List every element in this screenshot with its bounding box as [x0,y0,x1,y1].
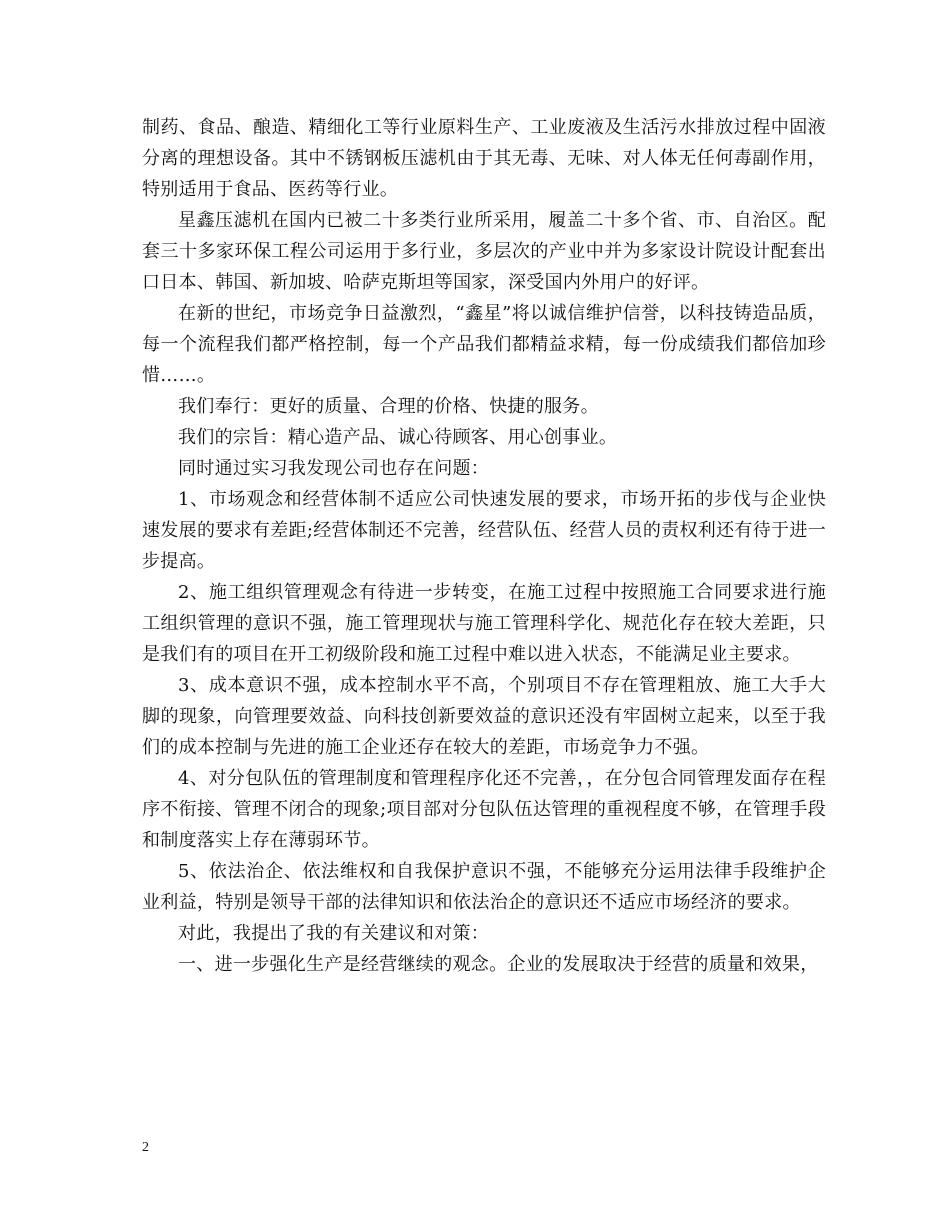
paragraph-8: 2、施工组织管理观念有待进一步转变，在施工过程中按照施工合同要求进行施工组织管理的意识不强，施工管理现状与施工管理科学化、规范化存在较大差距，只是我们有的项目在开工初级阶段和施工过程中难以进入状态，不能满足业主要求。 [142,582,826,665]
paragraph-7: 1、市场观念和经营体制不适应公司快速发展的要求，市场开拓的步伐与企业快速发展的要求有差距;经营体制还不完善，经营队伍、经营人员的责权利还有待于进一步提高。 [142,489,826,572]
paragraph-3: 在新的世纪，市场竞争日益激烈，“鑫星”将以诚信维护信誉，以科技铸造品质，每一个流程我们都严格控制，每一个产品我们都精益求精，每一份成绩我们都倍加珍惜……。 [142,303,826,386]
paragraph-11: 5、依法治企、依法维权和自我保护意识不强，不能够充分运用法律手段维护企业利益，特别是领导干部的法律知识和依法治企的意识还不适应市场经济的要求。 [142,861,826,913]
paragraph-1: 制药、食品、酿造、精细化工等行业原料生产、工业废液及生活污水排放过程中固液分离的理想设备。其中不锈钢板压滤机由于其无毒、无味、对人体无任何毒副作用，特别适用于食品、医药等行业。 [142,117,826,200]
page-number: 2 [142,1140,149,1155]
paragraph-10: 4、对分包队伍的管理制度和管理程序化还不完善，，在分包合同管理发面存在程序不衔接、管理不闭合的现象;项目部对分包队伍达管理的重视程度不够，在管理手段和制度落实上存在薄弱环节。 [142,768,826,851]
document-body [142,112,826,980]
paragraph-5: 我们的宗旨：精心造产品、诚心待顾客、用心创事业。 [178,427,618,448]
paragraph-4: 我们奉行：更好的质量、合理的价格、快捷的服务。 [178,396,599,417]
paragraph-13: 一、进一步强化生产是经营继续的观念。企业的发展取决于经营的质量和效果， [178,954,819,975]
paragraph-12: 对此，我提出了我的有关建议和对策： [178,923,490,944]
paragraph-9: 3、成本意识不强，成本控制水平不高，个别项目不存在管理粗放、施工大手大脚的现象，向管理要效益、向科技创新要效益的意识还没有牢固树立起来，以至于我们的成本控制与先进的施工企业还存在较大的差距，市场竞争力不强。 [142,675,826,758]
paragraph-6: 同时通过实习我发现公司也存在问题： [178,458,490,479]
paragraph-2: 星鑫压滤机在国内已被二十多类行业所采用，履盖二十多个省、市、自治区。配套三十多家环保工程公司运用于多行业，多层次的产业中并为多家设计院设计配套出口日本、韩国、新加坡、哈萨克斯坦等国家，深受国内外用户的好评。 [142,210,826,293]
